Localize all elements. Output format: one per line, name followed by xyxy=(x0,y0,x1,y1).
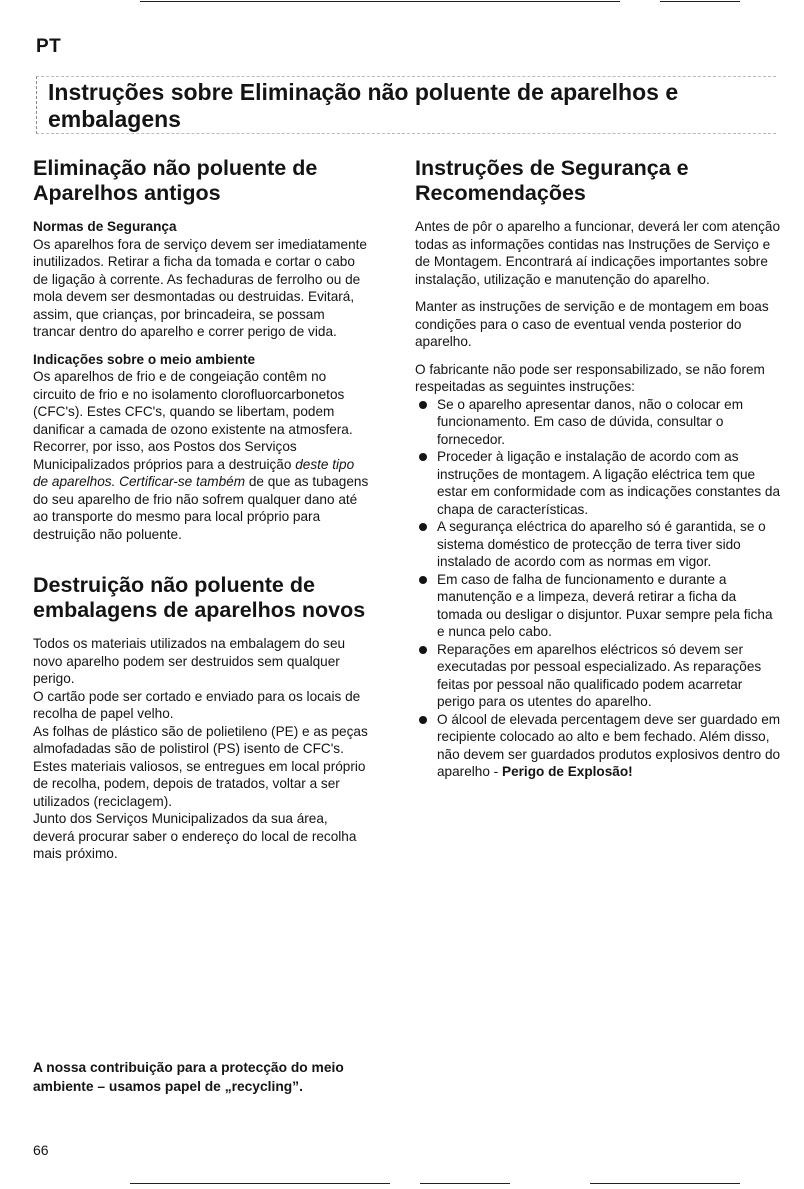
paragraph-manufacturer: O fabricante não pode ser responsabilizado, se não forem respeitadas as seguintes instruções: xyxy=(415,361,765,394)
section-heading-packaging: Destruição não poluente de embalagens de aparelhos novos xyxy=(33,573,366,622)
paragraph-packaging-2: O cartão pode ser cortado e enviado para os locais de recolha de papel velho. xyxy=(33,688,361,721)
scan-edge-line xyxy=(660,1,740,2)
paragraph-packaging-1: Todos os materiais utilizados na embalagem do seu novo aparelho podem ser destruidos sem qualquer perigo. xyxy=(33,636,346,686)
paragraph-packaging-4: Junto dos Serviços Municipalizados da sua área, deverá procurar saber o endereço do local de recolha mais próximo. xyxy=(33,811,357,861)
language-code: PT xyxy=(36,36,62,57)
page-number: 66 xyxy=(33,1142,49,1158)
paragraph-intro: Antes de pôr o aparelho a funcionar, deverá ler com atenção todas as informações contidas nas Instruções de Serviço e de Montagem. Encontrará aí indicações importantes sobre instalação, utilização e manutenção do aparelho. xyxy=(415,219,780,287)
scan-edge-line xyxy=(420,1183,510,1184)
paragraph-environment xyxy=(33,368,369,543)
subheading-environment: Indicações sobre o meio ambiente xyxy=(33,351,256,367)
safety-bullet-list xyxy=(415,396,783,781)
list-item: Reparações em aparelhos eléctricos só devem ser executadas por pessoal especializado. As reparações feitas por pessoal não qualificado podem acarretar perigo para os utentes do aparelho. xyxy=(415,641,783,711)
list-item: Em caso de falha de funcionamento e durante a manutenção e a limpeza, deverá retirar a ficha da tomada ou desligar o disjuntor. Puxar sempre pela ficha e nunca pelo cabo. xyxy=(415,571,783,641)
list-item: Proceder à ligação e instalação de acordo com as instruções de montagem. A ligação eléctrica tem que estar em conformidade com as indicações constantes da chapa de características. xyxy=(415,448,783,518)
section-heading-safety-instructions: Instruções de Segurança e Recomendações xyxy=(415,156,689,205)
environment-text-1: Os aparelhos de frio e de congeiação contêm no circuito de frio e no isolamento clorofluorcarbonetos (CFC's). Estes CFC's, quando se libertam, podem danificar a camada de ozono existente na atmosfera. Recorrer, por isso, aos Postos dos Serviços Municipalizados próprios para a destruição xyxy=(33,369,353,472)
paragraph-packaging-3: As folhas de plástico são de polietileno (PE) e as peças almofadadas são de polistirol (PS) isento de CFC's. Estes materiais valiosos, se entregues em local próprio de recolha, podem, depois de tratados, voltar a ser utilizados (reciclagem). xyxy=(33,723,368,809)
alcohol-warning-text: O álcool de elevada percentagem deve ser guardado em recipiente colocado ao alto e bem fechado. Além disso, não devem ser guardados produtos explosivos dentro do aparelho - xyxy=(437,711,781,779)
list-item: Se o aparelho apresentar danos, não o colocar em funcionamento. Em caso de dúvida, consultar o fornecedor. xyxy=(415,396,783,449)
subheading-safety: Normas de Segurança xyxy=(33,219,177,234)
scan-edge-line xyxy=(590,1183,740,1184)
list-item: A segurança eléctrica do aparelho só é garantida, se o sistema doméstico de protecção de terra tiver sido instalado de acordo com as normas em vigor. xyxy=(415,518,783,571)
section-packaging xyxy=(33,573,369,863)
right-column xyxy=(415,156,783,781)
list-item xyxy=(415,711,783,781)
scan-edge-line xyxy=(140,1,620,2)
section-heading-old-appliances: Eliminação não poluente de Aparelhos antigos xyxy=(33,156,318,205)
paragraph-safety: Os aparelhos fora de serviço devem ser imediatamente inutilizados. Retirar a ficha da tomada e cortar o cabo de ligação à corrente. As fechaduras de ferrolho ou de mola devem ser desmontadas ou destruidas. Evitará, assim, que crianças, por brincadeira, se possam trancar dentro do aparelho e correr perigo de vida. xyxy=(33,236,367,339)
environment-text-2: de que as tubagens do seu aparelho de frio não sofrem qualquer dano até ao transporte do mesmo para local próprio para destruição não poluente. xyxy=(33,474,369,542)
scan-edge-line xyxy=(130,1183,390,1184)
page-title: Instruções sobre Eliminação não poluente de aparelhos e embalagens xyxy=(36,76,776,134)
environment-text-italic: deste tipo de aparelhos. Certificar-se também xyxy=(33,456,355,489)
explosion-warning: Perigo de Explosão! xyxy=(502,764,633,779)
paragraph-keep-instructions: Manter as instruções de servição e de montagem em boas condições para o caso de eventual venda posterior do aparelho. xyxy=(415,299,769,349)
recycling-note: A nossa contribuição para a protecção do meio ambiente – usamos papel de „recycling”. xyxy=(33,1060,344,1094)
left-column xyxy=(33,156,369,863)
